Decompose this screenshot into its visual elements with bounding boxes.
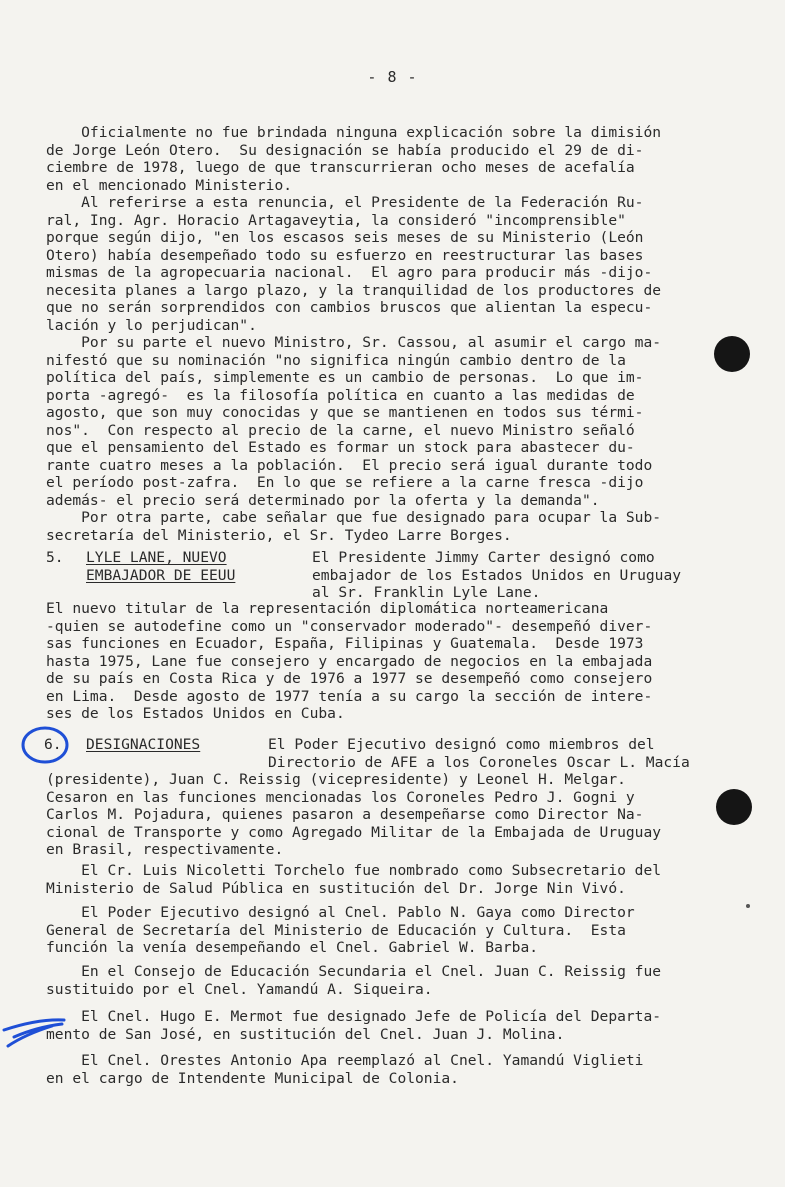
text-line: secretaría del Ministerio, el Sr. Tydeo Larre Borges. [46, 526, 512, 544]
section-6-body [46, 771, 758, 859]
text-line: Por otra parte, cabe señalar que fue designado para ocupar la Sub- [46, 509, 662, 526]
text-line: Cesaron en las funciones mencionadas los Coroneles Pedro J. Gogni y [46, 788, 635, 806]
text-line: que no serán sorprendidos con cambios bruscos que alientan la especu- [46, 299, 653, 316]
paragraph-nicoletti [46, 862, 758, 897]
text-line: necesita planes a largo plazo, y la tranquilidad de los productores de [46, 281, 662, 299]
text-line: (presidente), Juan C. Reissig (vicepresidente) y Leonel H. Melgar. [46, 771, 626, 788]
text-line: en Brasil, respectivamente. [46, 841, 284, 858]
text-line: en el mencionado Ministerio. [46, 176, 293, 194]
text-line: sas funciones en Ecuador, España, Filipinas y Guatemala. Desde 1973 [46, 635, 644, 652]
section-6-heading [86, 736, 200, 754]
paragraph-cassou [46, 334, 758, 509]
section-5-title-line: LYLE LANE, NUEVO [86, 549, 227, 566]
text-line: agosto, que son muy conocidas y que se mantienen en todos sus térmi- [46, 404, 644, 421]
text-line: Oficialmente no fue brindada ninguna explicación sobre la dimisión [46, 124, 662, 141]
section-6-title: DESIGNACIONES [86, 736, 201, 753]
section-5-title-line: EMBAJADOR DE EEUU [86, 566, 236, 584]
punch-hole [716, 789, 752, 825]
section-5-number: 5. [46, 549, 64, 566]
text-line: General de Secretaría del Ministerio de Educación y Cultura. Esta [46, 921, 626, 939]
paragraph-subsecretaria [46, 509, 758, 544]
section-5-intro [312, 549, 762, 602]
paragraph-gaya [46, 904, 758, 957]
text-line: -quien se autodefine como un "conservador moderado"- desempeñó diver- [46, 617, 653, 635]
text-line: ciembre de 1978, luego de que transcurrieran ocho meses de acefalía [46, 159, 635, 176]
text-line: ral, Ing. Agr. Horacio Artagaveytia, la consideró "incomprensible" [46, 211, 626, 229]
paragraph-federacion-rural [46, 194, 758, 334]
text-line: función la venía desempeñando el Cnel. Gabriel W. Barba. [46, 939, 539, 956]
paragraph-secundaria [46, 963, 758, 998]
text-line: El Cnel. Hugo E. Mermot fue designado Jefe de Policía del Departa- [46, 1008, 662, 1025]
text-line: El Cr. Luis Nicoletti Torchelo fue nombrado como Subsecretario del [46, 862, 662, 879]
section-6-number: 6. [44, 736, 62, 753]
text-line: Carlos M. Pojadura, quienes pasaron a desempeñarse como Director Na- [46, 806, 644, 823]
text-line: de su país en Costa Rica y de 1976 a 1977 se desempeñó como consejero [46, 670, 653, 687]
text-line: además- el precio será determinado por la oferta y la demanda". [46, 491, 600, 509]
page-number: - 8 - [367, 68, 418, 86]
text-line: El Cnel. Orestes Antonio Apa reemplazó al Cnel. Yamandú Viglieti [46, 1052, 644, 1069]
text-line: porta -agregó- es la filosofía política en cuanto a las medidas de [46, 386, 635, 404]
text-line: sustituido por el Cnel. Yamandú A. Siqueira. [46, 980, 433, 998]
paragraph-apa [46, 1052, 758, 1087]
text-line: El Presidente Jimmy Carter designó como [312, 549, 655, 566]
text-line: al Sr. Franklin Lyle Lane. [312, 584, 541, 601]
text-line: El nuevo titular de la representación diplomática norteamericana [46, 600, 609, 617]
text-line: el período post-zafra. En lo que se refiere a la carne fresca -dijo [46, 474, 644, 491]
text-line: mento de San José, en sustitución del Cnel. Juan J. Molina. [46, 1025, 565, 1043]
text-line: nifestó que su nominación "no significa ningún cambio dentro de la [46, 351, 626, 369]
text-line: nos". Con respecto al precio de la carne, el nuevo Ministro señaló [46, 421, 635, 439]
text-line: Al referirse a esta renuncia, el Presidente de la Federación Ru- [46, 194, 644, 211]
text-line: de Jorge León Otero. Su designación se había producido el 29 de di- [46, 141, 644, 159]
text-line: política del país, simplemente es un cambio de personas. Lo que im- [46, 369, 644, 386]
text-line: en el cargo de Intendente Municipal de Colonia. [46, 1069, 459, 1087]
punch-hole [714, 336, 750, 372]
paragraph-mermot [46, 1008, 758, 1043]
text-line: que el pensamiento del Estado es formar un stock para abastecer du- [46, 439, 635, 456]
text-line: En el Consejo de Educación Secundaria el Cnel. Juan C. Reissig fue [46, 963, 662, 980]
text-line: El Poder Ejecutivo designó al Cnel. Pablo N. Gaya como Director [46, 904, 635, 921]
text-line: Ministerio de Salud Pública en sustitución del Dr. Jorge Nin Vivó. [46, 879, 626, 897]
paragraph-resignation [46, 124, 758, 194]
section-5-body [46, 600, 758, 723]
text-line: porque según dijo, "en los escasos seis meses de su Ministerio (León [46, 229, 644, 246]
section-6-intro [268, 736, 758, 771]
text-line: cional de Transporte y como Agregado Militar de la Embajada de Uruguay [46, 823, 662, 841]
text-line: mismas de la agropecuaria nacional. El agro para producir más -dijo- [46, 264, 653, 281]
text-line: en Lima. Desde agosto de 1977 tenía a su cargo la sección de intere- [46, 687, 653, 705]
text-line: lación y lo perjudican". [46, 316, 257, 334]
text-line: Por su parte el nuevo Ministro, Sr. Cassou, al asumir el cargo ma- [46, 334, 662, 351]
text-line: embajador de los Estados Unidos en Uruguay [312, 566, 682, 584]
text-line: rante cuatro meses a la población. El precio será igual durante todo [46, 456, 653, 474]
text-line: Otero) había desempeñado todo su esfuerzo en reestructurar las bases [46, 246, 644, 264]
text-line: hasta 1975, Lane fue consejero y encargado de negocios en la embajada [46, 652, 653, 670]
section-5-heading [86, 549, 235, 584]
text-line: ses de los Estados Unidos en Cuba. [46, 705, 345, 722]
text-line: El Poder Ejecutivo designó como miembros del [268, 736, 655, 753]
text-line: Directorio de AFE a los Coroneles Oscar L. Macía [268, 753, 690, 771]
